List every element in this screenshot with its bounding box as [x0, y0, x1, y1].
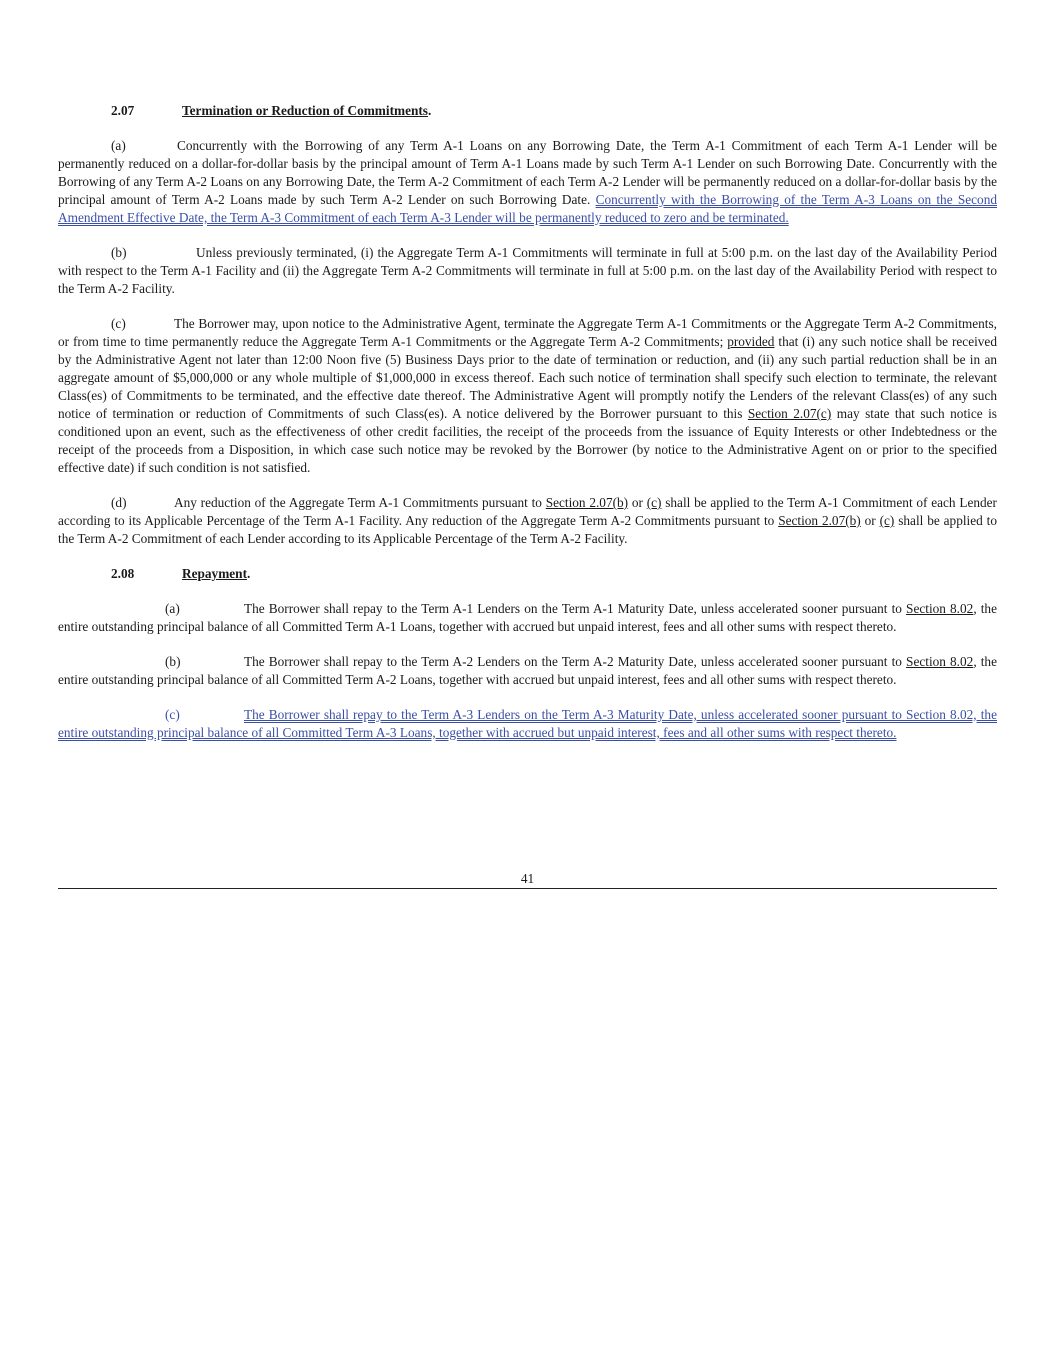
section-reference: Section 8.02: [906, 601, 974, 616]
section-reference: (c): [646, 495, 662, 510]
paragraph-label: (c): [165, 707, 180, 722]
paragraph-label: (b): [111, 245, 127, 260]
inserted-text: The Borrower shall repay to the Term A-3 Lenders on the Term A-3 Maturity Date, unless accelerated sooner pursuant to Section 8.02, the entire outstanding principal balance of all Committed Term A-3 Loans, together with accrued but unpaid interest, fees and all other sums with respect thereto.: [58, 707, 997, 740]
section-number: 2.08: [111, 566, 135, 581]
paragraph-label: (c): [111, 316, 126, 331]
inserted-text: Concurrently with the Borrowing of the Term A-3 Loans on the Second Amendment Effective Date, the Term A-3 Commitment of each Term A-3 Lender will be permanently reduced to zero and be terminated.: [58, 192, 997, 225]
footer-rule: [58, 888, 997, 889]
page-number: 41: [520, 871, 535, 886]
paragraph-label: (a): [165, 601, 180, 616]
section-reference: Section 8.02: [906, 654, 974, 669]
paragraph-2-08-b: (b) The Borrower shall repay to the Term A-2 Lenders on the Term A-2 Maturity Date, unless accelerated sooner pursuant to Section 8.02, the entire outstanding principal balance of all Committed Term A-2 Loans, together with accrued but unpaid interest, fees and all other sums with respect thereto.: [58, 654, 997, 687]
section-reference: (c): [879, 513, 895, 528]
paragraph-label: (b): [165, 654, 181, 669]
section-reference: Section 2.07(c): [747, 406, 832, 421]
section-2-08-heading: 2.08 Repayment.: [111, 566, 251, 581]
section-title: Repayment: [182, 566, 247, 581]
section-2-07-heading: 2.07 Termination or Reduction of Commitments.: [111, 103, 432, 118]
section-number: 2.07: [111, 103, 135, 118]
paragraph-2-08-c-inserted: [58, 706, 997, 742]
paragraph-2-07-c: (c) The Borrower may, upon notice to the Administrative Agent, terminate the Aggregate Term A-1 Commitments or the Aggregate Term A-2 Commitments, or from time to time permanently reduce the Aggregate Term A-1 Commitments or the Aggregate Term A-2 Commitments; provided that (i) any such notice shall be received by the Administrative Agent not later than 12:00 Noon five (5) Business Days prior to the date of termination or reduction, and (ii) any such partial reduction shall be in an aggregate amount of $5,000,000 or any whole multiple of $1,000,000 in excess thereof. Each such notice of termination shall specify such election to terminate, the relevant Class(es) of Commitments to be terminated, and the effective date thereof. The Administrative Agent will promptly notify the Lenders of the relevant Class(es) of any such notice of termination or reduction of Commitments of such Class(es). A notice delivered by the Borrower pursuant to this Section 2.07(c) may state that such notice is conditioned upon an event, such as the effectiveness of other credit facilities, the receipt of the proceeds from the issuance of Equity Interests or other Indebtedness or the receipt of the proceeds from a Disposition, in which case such notice may be revoked by the Borrower (by notice to the Administrative Agent on or prior to the specified effective date) if such condition is not satisfied.: [58, 316, 997, 475]
section-title: Termination or Reduction of Commitments: [182, 103, 428, 118]
paragraph-2-08-a: (a) The Borrower shall repay to the Term A-1 Lenders on the Term A-1 Maturity Date, unless accelerated sooner pursuant to Section 8.02, the entire outstanding principal balance of all Committed Term A-1 Loans, together with accrued but unpaid interest, fees and all other sums with respect thereto.: [58, 601, 997, 634]
provided-term: provided: [727, 334, 775, 349]
section-reference: Section 2.07(b): [545, 495, 629, 510]
page-body: [58, 102, 997, 759]
paragraph-2-07-d: (d) Any reduction of the Aggregate Term A-1 Commitments pursuant to Section 2.07(b) or (c) shall be applied to the Term A-1 Commitment of each Lender according to its Applicable Percentage of the Term A-1 Facility. Any reduction of the Aggregate Term A-2 Commitments pursuant to Section 2.07(b) or (c) shall be applied to the Term A-2 Commitment of each Lender according to its Applicable Percentage of the Term A-2 Facility.: [58, 495, 997, 546]
section-reference: Section 2.07(b): [778, 513, 861, 528]
paragraph-2-07-b: (b) Unless previously terminated, (i) the Aggregate Term A-1 Commitments will terminate in full at 5:00 p.m. on the last day of the Availability Period with respect to the Term A-1 Facility and (ii) the Aggregate Term A-2 Commitments will terminate in full at 5:00 p.m. on the last day of the Availability Period with respect to the Term A-2 Facility.: [58, 245, 997, 296]
paragraph-label: (a): [111, 138, 126, 153]
paragraph-label: (d): [111, 495, 127, 510]
paragraph-2-07-a: (a) Concurrently with the Borrowing of any Term A-1 Loans on any Borrowing Date, the Term A-1 Commitment of each Term A-1 Lender will be permanently reduced on a dollar-for-dollar basis by the principal amount of Term A-1 Loans made by such Term A-1 Lender on such Borrowing Date. Concurrently with the Borrowing of any Term A-2 Loans on any Borrowing Date, the Term A-2 Commitment of each Term A-2 Lender will be permanently reduced on a dollar-for-dollar basis by the principal amount of Term A-2 Loans made by such Term A-2 Lender on such Borrowing Date. Concurrently with the Borrowing of the Term A-3 Loans on the Second Amendment Effective Date, the Term A-3 Commitment of each Term A-3 Lender will be permanently reduced to zero and be terminated.: [58, 138, 997, 225]
